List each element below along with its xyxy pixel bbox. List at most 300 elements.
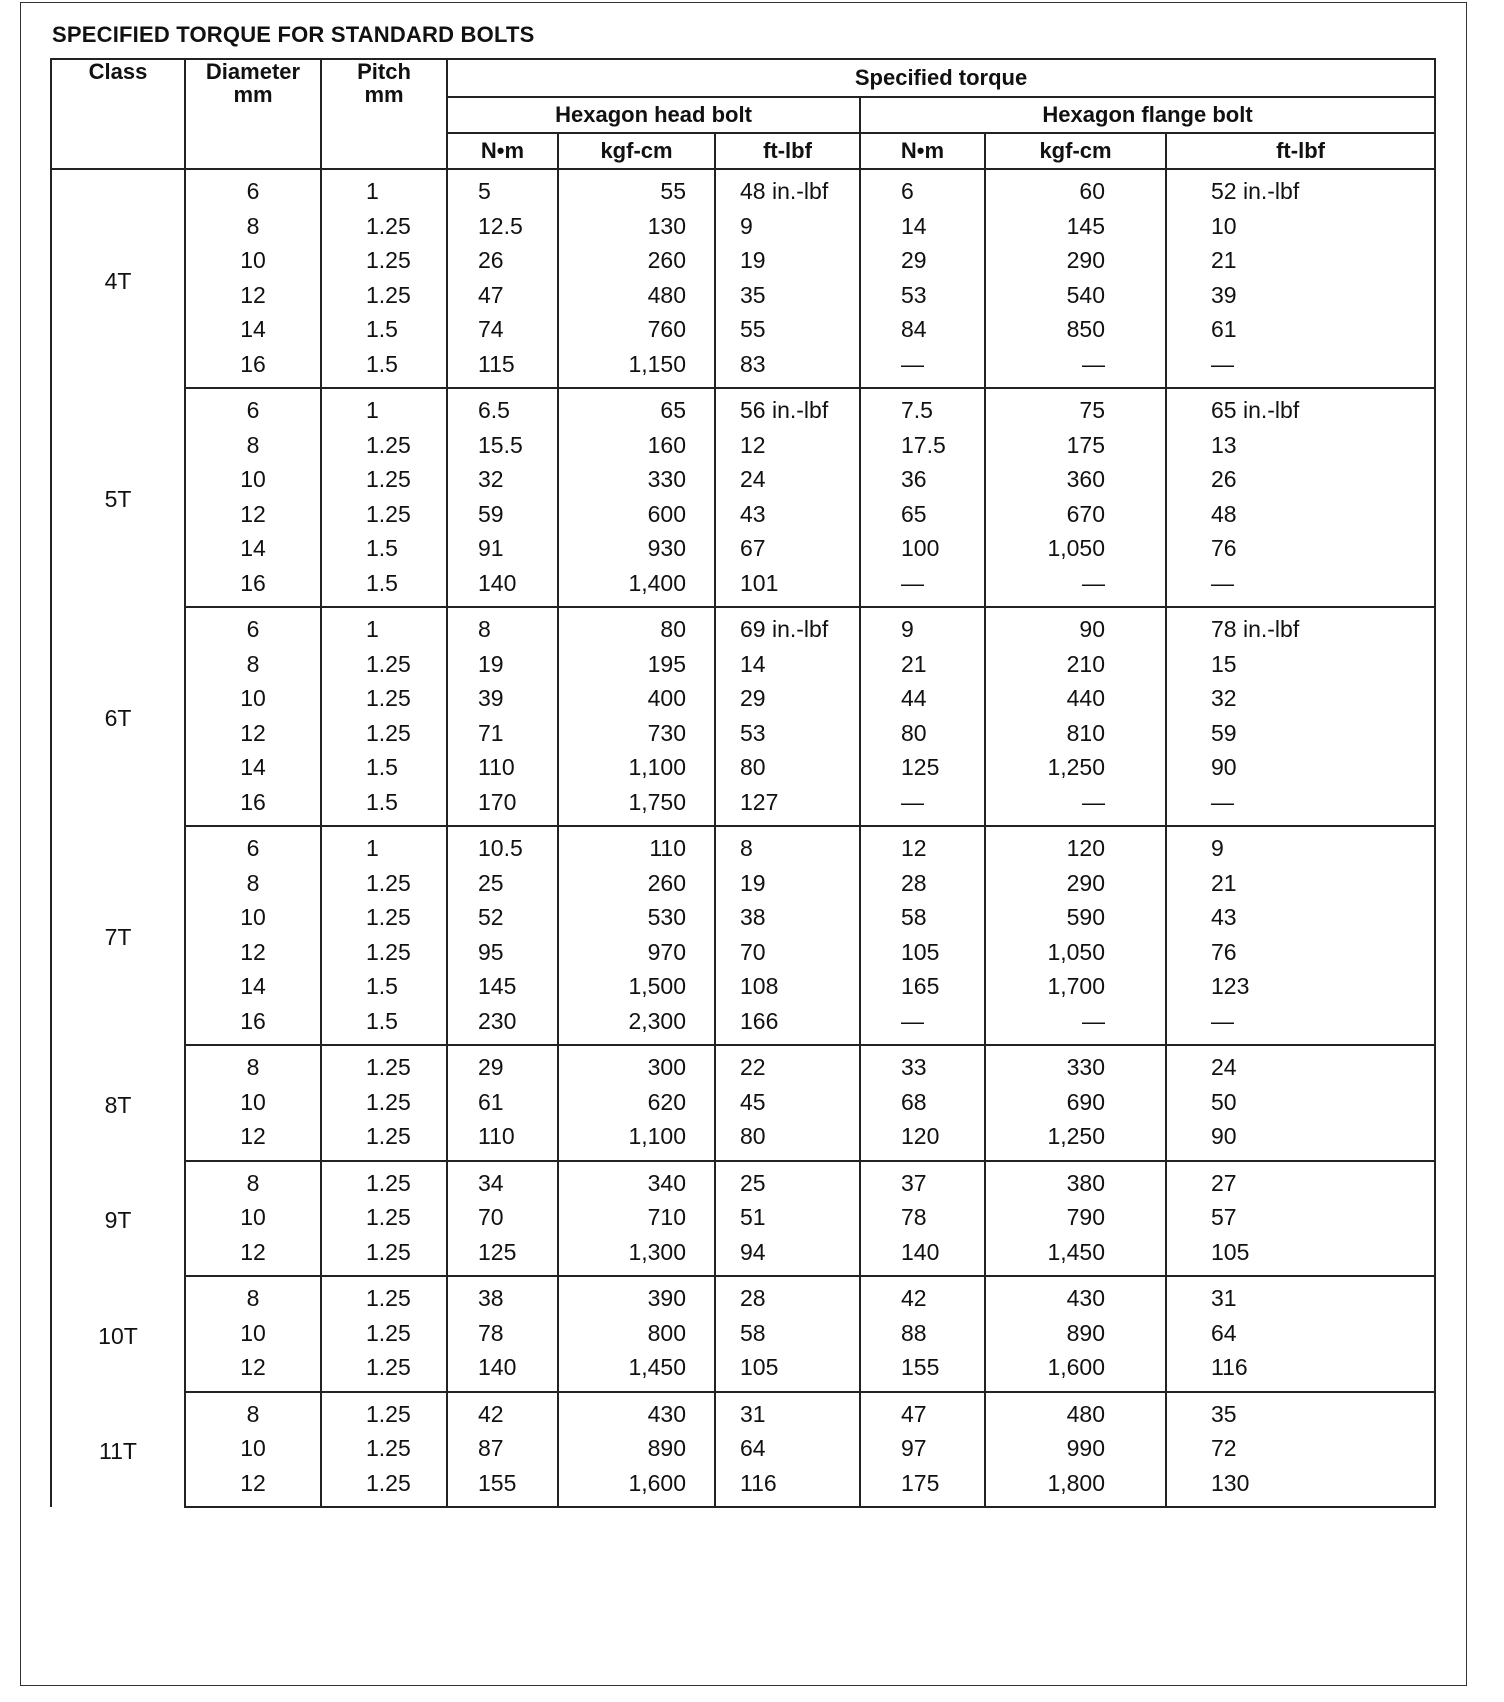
flange-kgf-cm-cell: — [985, 1004, 1166, 1046]
flange-nm-cell: 88 [860, 1316, 985, 1351]
table-row [51, 497, 1435, 532]
head-nm-cell: 38 [447, 1276, 558, 1316]
flange-kgf-cm-cell: 330 [985, 1045, 1166, 1085]
flange-nm-cell: 33 [860, 1045, 985, 1085]
head-ft-lbf-cell: 55 [715, 312, 860, 347]
class-cell: 7T [51, 826, 185, 1045]
head-ft-lbf-cell: 29 [715, 681, 860, 716]
head-nm-cell: 61 [447, 1085, 558, 1120]
class-group [51, 1392, 1435, 1508]
flange-ft-lbf-cell: 105 [1166, 1235, 1435, 1277]
table-row [51, 462, 1435, 497]
diameter-cell: 10 [185, 1316, 321, 1351]
head-nm-cell: 71 [447, 716, 558, 751]
flange-ft-lbf-cell: — [1166, 1004, 1435, 1046]
table-row [51, 1466, 1435, 1508]
pitch-cell: 1.25 [321, 1392, 447, 1432]
flange-ft-lbf-cell: 64 [1166, 1316, 1435, 1351]
head-ft-lbf-cell: 101 [715, 566, 860, 608]
flange-nm-cell: 175 [860, 1466, 985, 1508]
flange-nm-cell: 120 [860, 1119, 985, 1161]
flange-nm-cell: 165 [860, 969, 985, 1004]
flange-nm-cell: 6 [860, 169, 985, 209]
header-flange-nm: N•m [860, 133, 985, 169]
pitch-cell: 1.5 [321, 312, 447, 347]
table-row [51, 1200, 1435, 1235]
header-flange-kgf-cm: kgf-cm [985, 133, 1166, 169]
head-kgf-cm-cell: 65 [558, 388, 715, 428]
flange-nm-cell: 44 [860, 681, 985, 716]
pitch-cell: 1.25 [321, 1316, 447, 1351]
table-row [51, 750, 1435, 785]
head-ft-lbf-cell: 58 [715, 1316, 860, 1351]
pitch-cell: 1.25 [321, 1119, 447, 1161]
diameter-cell: 8 [185, 866, 321, 901]
pitch-cell: 1.25 [321, 1085, 447, 1120]
head-kgf-cm-cell: 600 [558, 497, 715, 532]
head-nm-cell: 19 [447, 647, 558, 682]
head-ft-lbf-cell: 45 [715, 1085, 860, 1120]
class-cell: 10T [51, 1276, 185, 1392]
flange-ft-lbf-cell: 48 [1166, 497, 1435, 532]
flange-nm-cell: 7.5 [860, 388, 985, 428]
flange-kgf-cm-cell: 430 [985, 1276, 1166, 1316]
header-head-ft-lbf: ft-lbf [715, 133, 860, 169]
flange-ft-lbf-cell: 72 [1166, 1431, 1435, 1466]
flange-nm-cell: 105 [860, 935, 985, 970]
class-group [51, 826, 1435, 1045]
header-diameter: Diameter mm [185, 59, 321, 169]
flange-kgf-cm-cell: 90 [985, 607, 1166, 647]
table-row [51, 647, 1435, 682]
flange-kgf-cm-cell: 1,800 [985, 1466, 1166, 1508]
head-ft-lbf-cell: 94 [715, 1235, 860, 1277]
flange-kgf-cm-cell: 590 [985, 900, 1166, 935]
flange-ft-lbf-cell: 9 [1166, 826, 1435, 866]
table-row [51, 243, 1435, 278]
pitch-cell: 1.25 [321, 900, 447, 935]
head-ft-lbf-cell: 69 in.-lbf [715, 607, 860, 647]
flange-ft-lbf-cell: 31 [1166, 1276, 1435, 1316]
flange-nm-cell: 42 [860, 1276, 985, 1316]
flange-kgf-cm-cell: 1,250 [985, 1119, 1166, 1161]
head-nm-cell: 140 [447, 1350, 558, 1392]
head-kgf-cm-cell: 130 [558, 209, 715, 244]
flange-nm-cell: 97 [860, 1431, 985, 1466]
head-nm-cell: 29 [447, 1045, 558, 1085]
head-ft-lbf-cell: 116 [715, 1466, 860, 1508]
pitch-cell: 1.25 [321, 1431, 447, 1466]
flange-nm-cell: — [860, 566, 985, 608]
diameter-cell: 6 [185, 607, 321, 647]
head-kgf-cm-cell: 55 [558, 169, 715, 209]
flange-ft-lbf-cell: 27 [1166, 1161, 1435, 1201]
flange-ft-lbf-cell: 13 [1166, 428, 1435, 463]
flange-kgf-cm-cell: 690 [985, 1085, 1166, 1120]
head-ft-lbf-cell: 19 [715, 866, 860, 901]
flange-nm-cell: 9 [860, 607, 985, 647]
flange-nm-cell: 14 [860, 209, 985, 244]
flange-ft-lbf-cell: 57 [1166, 1200, 1435, 1235]
head-nm-cell: 42 [447, 1392, 558, 1432]
head-kgf-cm-cell: 1,450 [558, 1350, 715, 1392]
header-specified-torque: Specified torque [447, 59, 1435, 97]
header-hexagon-head-bolt: Hexagon head bolt [447, 97, 860, 133]
table-row [51, 169, 1435, 209]
flange-kgf-cm-cell: 145 [985, 209, 1166, 244]
diameter-cell: 16 [185, 347, 321, 389]
pitch-cell: 1.5 [321, 531, 447, 566]
head-kgf-cm-cell: 1,100 [558, 750, 715, 785]
head-ft-lbf-cell: 22 [715, 1045, 860, 1085]
head-kgf-cm-cell: 1,400 [558, 566, 715, 608]
head-kgf-cm-cell: 760 [558, 312, 715, 347]
head-ft-lbf-cell: 9 [715, 209, 860, 244]
head-kgf-cm-cell: 300 [558, 1045, 715, 1085]
flange-ft-lbf-cell: 76 [1166, 935, 1435, 970]
pitch-cell: 1.25 [321, 428, 447, 463]
flange-nm-cell: 155 [860, 1350, 985, 1392]
head-ft-lbf-cell: 67 [715, 531, 860, 566]
flange-ft-lbf-cell: 21 [1166, 243, 1435, 278]
head-kgf-cm-cell: 1,150 [558, 347, 715, 389]
header-class: Class [51, 59, 185, 169]
flange-nm-cell: 37 [860, 1161, 985, 1201]
flange-nm-cell: 140 [860, 1235, 985, 1277]
table-row [51, 278, 1435, 313]
head-ft-lbf-cell: 56 in.-lbf [715, 388, 860, 428]
pitch-cell: 1 [321, 388, 447, 428]
flange-ft-lbf-cell: 26 [1166, 462, 1435, 497]
head-nm-cell: 95 [447, 935, 558, 970]
flange-ft-lbf-cell: 21 [1166, 866, 1435, 901]
head-nm-cell: 10.5 [447, 826, 558, 866]
diameter-cell: 12 [185, 1350, 321, 1392]
table-row [51, 1350, 1435, 1392]
flange-ft-lbf-cell: 32 [1166, 681, 1435, 716]
flange-nm-cell: 68 [860, 1085, 985, 1120]
head-kgf-cm-cell: 400 [558, 681, 715, 716]
diameter-cell: 12 [185, 1466, 321, 1508]
flange-kgf-cm-cell: 60 [985, 169, 1166, 209]
head-ft-lbf-cell: 105 [715, 1350, 860, 1392]
table-row [51, 1161, 1435, 1201]
head-kgf-cm-cell: 530 [558, 900, 715, 935]
pitch-cell: 1.25 [321, 1276, 447, 1316]
head-ft-lbf-cell: 127 [715, 785, 860, 827]
table-row [51, 388, 1435, 428]
flange-kgf-cm-cell: 290 [985, 866, 1166, 901]
head-nm-cell: 110 [447, 750, 558, 785]
pitch-cell: 1.5 [321, 347, 447, 389]
diameter-cell: 12 [185, 1235, 321, 1277]
table-row [51, 1392, 1435, 1432]
flange-nm-cell: — [860, 785, 985, 827]
table-row [51, 1119, 1435, 1161]
flange-ft-lbf-cell: 10 [1166, 209, 1435, 244]
flange-nm-cell: 84 [860, 312, 985, 347]
table-row [51, 1431, 1435, 1466]
flange-ft-lbf-cell: — [1166, 785, 1435, 827]
diameter-cell: 12 [185, 716, 321, 751]
table-row [51, 1004, 1435, 1046]
head-nm-cell: 145 [447, 969, 558, 1004]
flange-nm-cell: 78 [860, 1200, 985, 1235]
pitch-cell: 1.25 [321, 209, 447, 244]
flange-kgf-cm-cell: — [985, 566, 1166, 608]
header-head-nm: N•m [447, 133, 558, 169]
table-row [51, 428, 1435, 463]
table-row [51, 1316, 1435, 1351]
pitch-cell: 1.25 [321, 647, 447, 682]
head-kgf-cm-cell: 2,300 [558, 1004, 715, 1046]
table-row [51, 1235, 1435, 1277]
head-nm-cell: 115 [447, 347, 558, 389]
diameter-cell: 16 [185, 566, 321, 608]
diameter-cell: 12 [185, 278, 321, 313]
head-nm-cell: 70 [447, 1200, 558, 1235]
diameter-cell: 6 [185, 169, 321, 209]
flange-nm-cell: 53 [860, 278, 985, 313]
pitch-cell: 1.25 [321, 1045, 447, 1085]
flange-kgf-cm-cell: 1,700 [985, 969, 1166, 1004]
pitch-cell: 1.25 [321, 243, 447, 278]
head-nm-cell: 87 [447, 1431, 558, 1466]
diameter-cell: 8 [185, 1276, 321, 1316]
head-nm-cell: 78 [447, 1316, 558, 1351]
flange-ft-lbf-cell: 130 [1166, 1466, 1435, 1508]
flange-ft-lbf-cell: 116 [1166, 1350, 1435, 1392]
flange-nm-cell: 21 [860, 647, 985, 682]
head-ft-lbf-cell: 14 [715, 647, 860, 682]
head-ft-lbf-cell: 35 [715, 278, 860, 313]
flange-kgf-cm-cell: 360 [985, 462, 1166, 497]
table-row [51, 347, 1435, 389]
head-nm-cell: 8 [447, 607, 558, 647]
head-kgf-cm-cell: 195 [558, 647, 715, 682]
diameter-cell: 10 [185, 1431, 321, 1466]
diameter-cell: 10 [185, 1200, 321, 1235]
flange-ft-lbf-cell: 76 [1166, 531, 1435, 566]
table-row [51, 866, 1435, 901]
flange-kgf-cm-cell: 290 [985, 243, 1166, 278]
class-group [51, 1045, 1435, 1161]
table-row [51, 607, 1435, 647]
head-kgf-cm-cell: 340 [558, 1161, 715, 1201]
head-ft-lbf-cell: 166 [715, 1004, 860, 1046]
class-group [51, 388, 1435, 607]
flange-ft-lbf-cell: 78 in.-lbf [1166, 607, 1435, 647]
pitch-cell: 1 [321, 607, 447, 647]
flange-kgf-cm-cell: 175 [985, 428, 1166, 463]
diameter-cell: 8 [185, 1392, 321, 1432]
head-kgf-cm-cell: 430 [558, 1392, 715, 1432]
flange-nm-cell: — [860, 1004, 985, 1046]
head-ft-lbf-cell: 108 [715, 969, 860, 1004]
diameter-cell: 14 [185, 312, 321, 347]
flange-ft-lbf-cell: — [1166, 566, 1435, 608]
pitch-cell: 1.5 [321, 1004, 447, 1046]
flange-kgf-cm-cell: 1,050 [985, 935, 1166, 970]
pitch-cell: 1.25 [321, 1200, 447, 1235]
head-nm-cell: 34 [447, 1161, 558, 1201]
head-kgf-cm-cell: 1,100 [558, 1119, 715, 1161]
table-row [51, 209, 1435, 244]
flange-kgf-cm-cell: 75 [985, 388, 1166, 428]
pitch-cell: 1.25 [321, 681, 447, 716]
diameter-cell: 6 [185, 388, 321, 428]
pitch-cell: 1.25 [321, 1350, 447, 1392]
head-kgf-cm-cell: 80 [558, 607, 715, 647]
class-group [51, 1276, 1435, 1392]
class-group [51, 607, 1435, 826]
head-ft-lbf-cell: 24 [715, 462, 860, 497]
pitch-cell: 1.5 [321, 785, 447, 827]
diameter-cell: 14 [185, 531, 321, 566]
head-nm-cell: 110 [447, 1119, 558, 1161]
head-ft-lbf-cell: 38 [715, 900, 860, 935]
diameter-cell: 12 [185, 497, 321, 532]
flange-kgf-cm-cell: — [985, 785, 1166, 827]
flange-kgf-cm-cell: 990 [985, 1431, 1166, 1466]
head-kgf-cm-cell: 620 [558, 1085, 715, 1120]
table-row [51, 785, 1435, 827]
head-ft-lbf-cell: 8 [715, 826, 860, 866]
head-kgf-cm-cell: 730 [558, 716, 715, 751]
flange-kgf-cm-cell: 210 [985, 647, 1166, 682]
class-cell: 9T [51, 1161, 185, 1277]
flange-ft-lbf-cell: 50 [1166, 1085, 1435, 1120]
head-kgf-cm-cell: 930 [558, 531, 715, 566]
diameter-cell: 16 [185, 785, 321, 827]
flange-nm-cell: 29 [860, 243, 985, 278]
head-ft-lbf-cell: 70 [715, 935, 860, 970]
diameter-cell: 8 [185, 647, 321, 682]
flange-nm-cell: 65 [860, 497, 985, 532]
head-kgf-cm-cell: 970 [558, 935, 715, 970]
head-nm-cell: 230 [447, 1004, 558, 1046]
diameter-cell: 14 [185, 750, 321, 785]
table-row [51, 969, 1435, 1004]
pitch-cell: 1.25 [321, 1235, 447, 1277]
head-nm-cell: 26 [447, 243, 558, 278]
head-kgf-cm-cell: 260 [558, 866, 715, 901]
pitch-cell: 1.5 [321, 750, 447, 785]
diameter-cell: 8 [185, 1161, 321, 1201]
header-pitch: Pitch mm [321, 59, 447, 169]
flange-kgf-cm-cell: 540 [985, 278, 1166, 313]
head-nm-cell: 47 [447, 278, 558, 313]
flange-kgf-cm-cell: 120 [985, 826, 1166, 866]
flange-kgf-cm-cell: 890 [985, 1316, 1166, 1351]
table-row [51, 716, 1435, 751]
head-kgf-cm-cell: 110 [558, 826, 715, 866]
flange-nm-cell: 36 [860, 462, 985, 497]
flange-nm-cell: 12 [860, 826, 985, 866]
page-title: SPECIFIED TORQUE FOR STANDARD BOLTS [52, 22, 535, 47]
head-kgf-cm-cell: 890 [558, 1431, 715, 1466]
class-cell: 4T [51, 169, 185, 388]
table-row [51, 900, 1435, 935]
flange-kgf-cm-cell: — [985, 347, 1166, 389]
flange-kgf-cm-cell: 1,250 [985, 750, 1166, 785]
pitch-cell: 1.25 [321, 497, 447, 532]
flange-ft-lbf-cell: 61 [1166, 312, 1435, 347]
flange-nm-cell: 80 [860, 716, 985, 751]
flange-kgf-cm-cell: 440 [985, 681, 1166, 716]
head-ft-lbf-cell: 64 [715, 1431, 860, 1466]
pitch-cell: 1 [321, 169, 447, 209]
diameter-cell: 10 [185, 462, 321, 497]
head-ft-lbf-cell: 48 in.-lbf [715, 169, 860, 209]
head-kgf-cm-cell: 1,500 [558, 969, 715, 1004]
flange-kgf-cm-cell: 810 [985, 716, 1166, 751]
class-cell: 8T [51, 1045, 185, 1161]
head-kgf-cm-cell: 480 [558, 278, 715, 313]
flange-kgf-cm-cell: 1,600 [985, 1350, 1166, 1392]
pitch-cell: 1 [321, 826, 447, 866]
head-nm-cell: 5 [447, 169, 558, 209]
diameter-cell: 12 [185, 935, 321, 970]
flange-ft-lbf-cell: 24 [1166, 1045, 1435, 1085]
header-hexagon-flange-bolt: Hexagon flange bolt [860, 97, 1435, 133]
head-ft-lbf-cell: 25 [715, 1161, 860, 1201]
head-ft-lbf-cell: 19 [715, 243, 860, 278]
head-nm-cell: 74 [447, 312, 558, 347]
head-kgf-cm-cell: 390 [558, 1276, 715, 1316]
head-ft-lbf-cell: 83 [715, 347, 860, 389]
head-kgf-cm-cell: 710 [558, 1200, 715, 1235]
head-nm-cell: 59 [447, 497, 558, 532]
pitch-cell: 1.25 [321, 1161, 447, 1201]
flange-kgf-cm-cell: 1,050 [985, 531, 1166, 566]
table-row [51, 1045, 1435, 1085]
head-nm-cell: 91 [447, 531, 558, 566]
head-nm-cell: 15.5 [447, 428, 558, 463]
diameter-cell: 6 [185, 826, 321, 866]
header-head-kgf-cm: kgf-cm [558, 133, 715, 169]
table-row [51, 826, 1435, 866]
flange-kgf-cm-cell: 480 [985, 1392, 1166, 1432]
head-kgf-cm-cell: 260 [558, 243, 715, 278]
head-ft-lbf-cell: 28 [715, 1276, 860, 1316]
head-nm-cell: 39 [447, 681, 558, 716]
head-kgf-cm-cell: 1,600 [558, 1466, 715, 1508]
flange-ft-lbf-cell: 35 [1166, 1392, 1435, 1432]
head-ft-lbf-cell: 51 [715, 1200, 860, 1235]
head-kgf-cm-cell: 330 [558, 462, 715, 497]
pitch-cell: 1.5 [321, 969, 447, 1004]
flange-nm-cell: 47 [860, 1392, 985, 1432]
head-nm-cell: 140 [447, 566, 558, 608]
head-nm-cell: 52 [447, 900, 558, 935]
class-cell: 6T [51, 607, 185, 826]
table-row [51, 531, 1435, 566]
table-row [51, 1085, 1435, 1120]
flange-ft-lbf-cell: 43 [1166, 900, 1435, 935]
head-kgf-cm-cell: 1,300 [558, 1235, 715, 1277]
head-ft-lbf-cell: 31 [715, 1392, 860, 1432]
diameter-cell: 10 [185, 243, 321, 278]
head-ft-lbf-cell: 80 [715, 1119, 860, 1161]
class-cell: 5T [51, 388, 185, 607]
diameter-cell: 8 [185, 428, 321, 463]
head-nm-cell: 25 [447, 866, 558, 901]
head-nm-cell: 170 [447, 785, 558, 827]
flange-ft-lbf-cell: 123 [1166, 969, 1435, 1004]
diameter-cell: 10 [185, 1085, 321, 1120]
diameter-cell: 10 [185, 681, 321, 716]
